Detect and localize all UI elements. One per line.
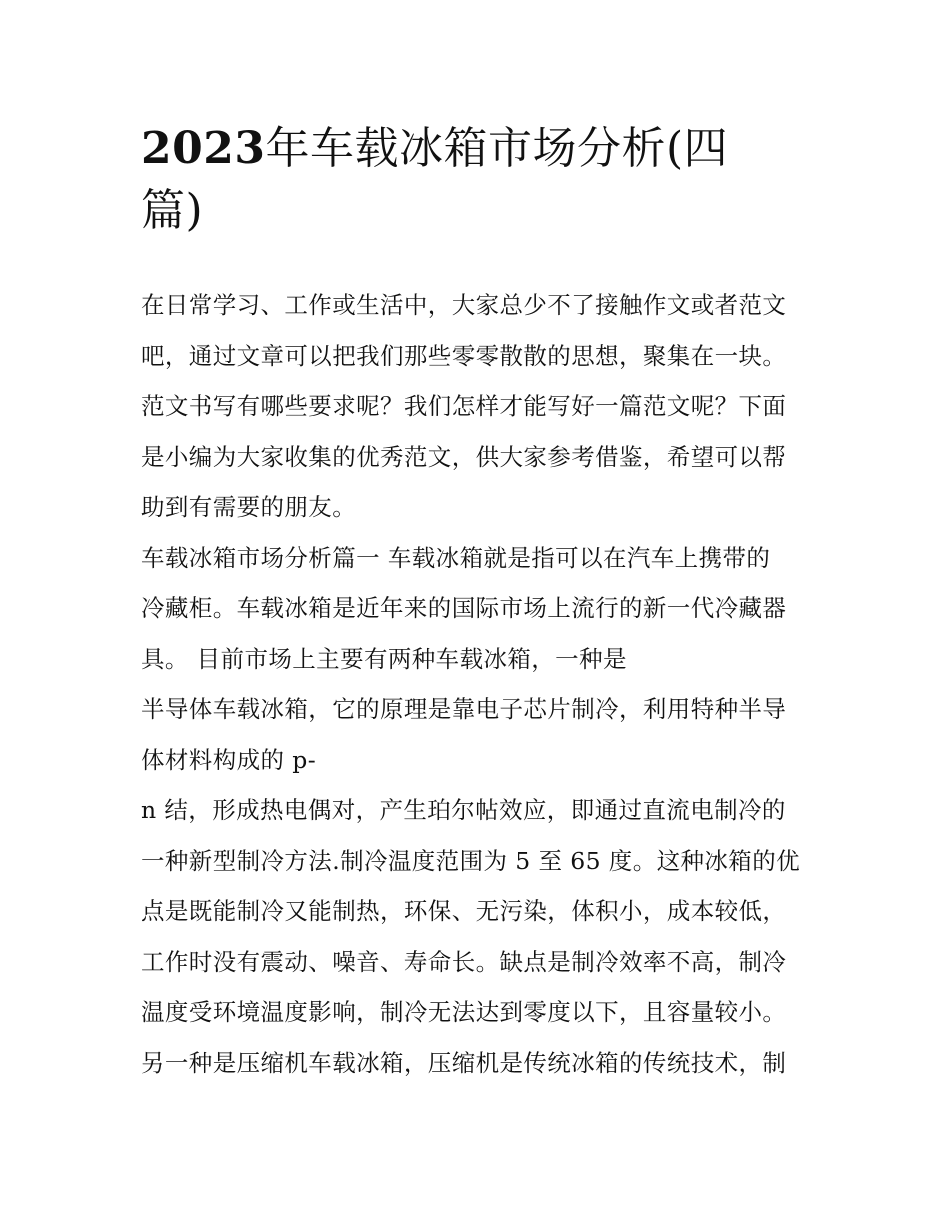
body-line: 车载冰箱市场分析篇一 车载冰箱就是指可以在汽车上携带的 [141,543,771,572]
title-text-line2: 篇) [141,185,204,236]
body-line: 一种新型制冷方法.制冷温度范围为 5 至 65 度。这种冰箱的优 [141,846,801,875]
body-line: 是小编为大家收集的优秀范文，供大家参考借鉴，希望可以帮 [141,442,787,471]
document-body [141,280,821,1088]
body-line: 在日常学习、工作或生活中，大家总少不了接触作文或者范文 [141,291,787,319]
body-line: 点是既能制冷又能制热，环保、无污染，体积小，成本较低， [141,897,787,925]
body-line: 助到有需要的朋友。 [141,493,357,521]
title-year: 2023 [141,123,266,174]
body-line: 冷藏柜。车载冰箱是近年来的国际市场上流行的新一代冷藏器 [141,594,787,622]
body-line: 另一种是压缩机车载冰箱，压缩机是传统冰箱的传统技术，制 [141,1048,787,1077]
document-title [141,118,821,242]
body-line: n 结，形成热电偶对，产生珀尔帖效应，即通过直流电制冷的 [141,796,786,824]
title-text-line1: 年车载冰箱市场分析(四 [265,123,729,174]
body-line: 吧，通过文章可以把我们那些零零散散的思想，聚集在一块。 [141,341,787,370]
body-line: 具。 目前市场上主要有两种车载冰箱，一种是 [141,644,627,673]
body-line: 工作时没有震动、噪音、寿命长。缺点是制冷效率不高，制冷 [141,947,787,976]
body-line: 体材料构成的 p- [141,745,317,774]
body-line: 范文书写有哪些要求呢？我们怎样才能写好一篇范文呢？下面 [141,392,787,420]
body-line: 温度受环境温度影响，制冷无法达到零度以下，且容量较小。 [141,998,787,1026]
body-line: 半导体车载冰箱，它的原理是靠电子芯片制冷，利用特种半导 [141,695,787,723]
document-page [141,118,821,1088]
